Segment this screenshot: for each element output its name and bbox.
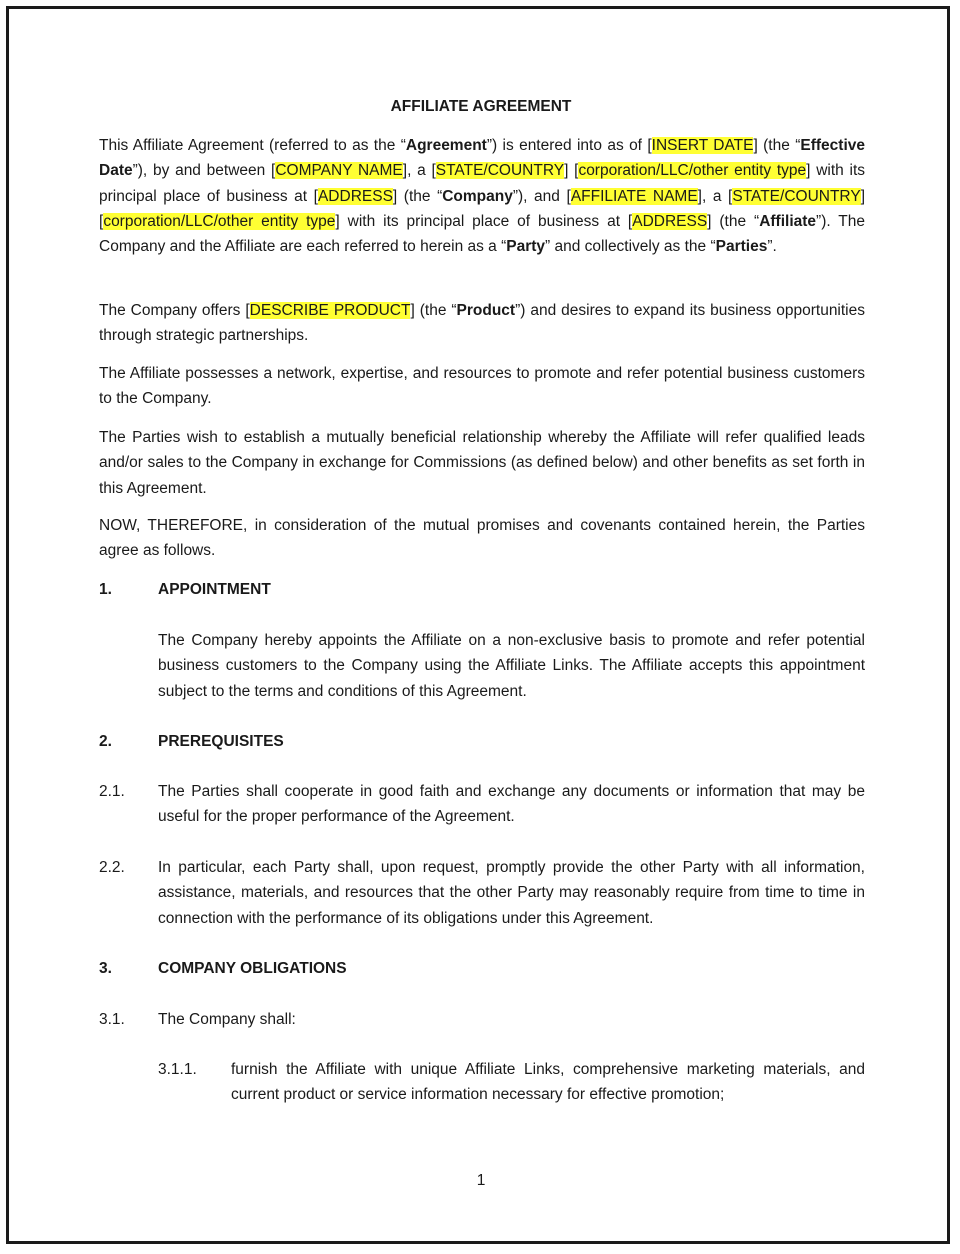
- recital-parties-paragraph: The Parties wish to establish a mutually beneficial relationship whereby the Affiliate will refer qualified leads and/or sales to the Company in exchange for Commissions (as defined below) and other benefits as set forth in this Agreement.: [99, 429, 865, 497]
- section-body-appointment: The Company hereby appoints the Affiliate on a non-exclusive basis to promote and refer potential business customers to the Company using the Affiliate Links. The Affiliate accepts this appointment subject to the terms and conditions of this Agreement.: [158, 632, 865, 700]
- clause-text: The Company shall:: [158, 1011, 296, 1028]
- recital-affiliate-paragraph: The Affiliate possesses a network, expertise, and resources to promote and refer potential business customers to the Company.: [99, 365, 865, 408]
- clause-text: The Parties shall cooperate in good faith and exchange any documents or information that may be useful for the proper performance of the Agreement.: [158, 783, 865, 826]
- placeholder-state-country: STATE/COUNTRY: [435, 162, 565, 180]
- clause-text: In particular, each Party shall, upon request, promptly provide the other Party with all information, assistance, materials, and resources that the other Party may reasonably require from time to time in connection with the performance of its obligations under this Agreement.: [158, 859, 865, 927]
- placeholder-affiliate-name: AFFILIATE NAME: [570, 187, 698, 205]
- placeholder-company-name: COMPANY NAME: [275, 162, 403, 180]
- defined-term: Affiliate: [759, 212, 817, 230]
- defined-term: Product: [456, 302, 516, 319]
- preamble-paragraph: [99, 133, 865, 259]
- text-run: ”) and desires to expand its business opportunities through strategic partnerships.: [99, 302, 865, 345]
- defined-term: Party: [506, 238, 546, 256]
- section-number: 3.: [99, 960, 112, 977]
- text-run: ] (the “: [410, 302, 457, 319]
- document-title: AFFILIATE AGREEMENT: [390, 98, 572, 115]
- text-run: ] (the “: [753, 137, 801, 154]
- text-run: ” and collectively as the “: [545, 238, 716, 256]
- subclause-number: 3.1.1.: [158, 1061, 197, 1078]
- placeholder-entity-type: corporation/LLC/other entity type: [103, 212, 336, 230]
- page-number: 1: [476, 1172, 486, 1189]
- text-run: ”), and [: [512, 187, 571, 205]
- section-heading-appointment: APPOINTMENT: [158, 581, 271, 598]
- placeholder-insert-date: INSERT DATE: [651, 137, 754, 154]
- placeholder-address: ADDRESS: [632, 212, 708, 230]
- text-run: ] with its principal place of business at [: [335, 212, 633, 230]
- defined-term: Company: [442, 187, 513, 205]
- text-run: ], a [: [697, 187, 733, 205]
- text-run: ”.: [767, 238, 777, 256]
- placeholder-entity-type: corporation/LLC/other entity type: [578, 162, 807, 180]
- subclause-text: furnish the Affiliate with unique Affiliate Links, comprehensive marketing materials, and current product or service information necessary for effective promotion;: [231, 1061, 865, 1104]
- text-run: ] with its principal place of business at [: [99, 162, 866, 205]
- placeholder-address: ADDRESS: [317, 187, 393, 205]
- text-run: ”). The Company and the Affiliate are each referred to herein as a “: [99, 212, 866, 256]
- section-number: 1.: [99, 581, 112, 598]
- defined-term: Effective Date: [99, 137, 865, 180]
- defined-term: Parties: [715, 238, 768, 256]
- placeholder-describe-product: DESCRIBE PRODUCT: [249, 302, 411, 319]
- text-run: ] [: [99, 187, 865, 230]
- text-run: ”), by and between [: [132, 162, 276, 180]
- placeholder-state-country: STATE/COUNTRY: [732, 187, 861, 205]
- clause-number: 3.1.: [99, 1011, 125, 1028]
- text-run: This Affiliate Agreement (referred to as the “: [99, 137, 406, 154]
- text-run: ] (the “: [707, 212, 760, 230]
- text-run: ] (the “: [392, 187, 443, 205]
- text-run: ] [: [564, 162, 579, 180]
- recital-product-paragraph: [99, 298, 865, 349]
- clause-number: 2.1.: [99, 783, 125, 800]
- section-heading-prerequisites: PREREQUISITES: [158, 733, 284, 750]
- section-number: 2.: [99, 733, 112, 750]
- section-heading-company-obligations: COMPANY OBLIGATIONS: [158, 960, 347, 977]
- text-run: ], a [: [402, 162, 436, 180]
- now-therefore-paragraph: NOW, THEREFORE, in consideration of the mutual promises and covenants contained herein, the Parties agree as follows.: [99, 517, 865, 560]
- defined-term: Agreement: [405, 137, 487, 154]
- clause-number: 2.2.: [99, 859, 125, 876]
- text-run: The Company offers [: [99, 302, 250, 319]
- text-run: ”) is entered into as of [: [486, 137, 652, 154]
